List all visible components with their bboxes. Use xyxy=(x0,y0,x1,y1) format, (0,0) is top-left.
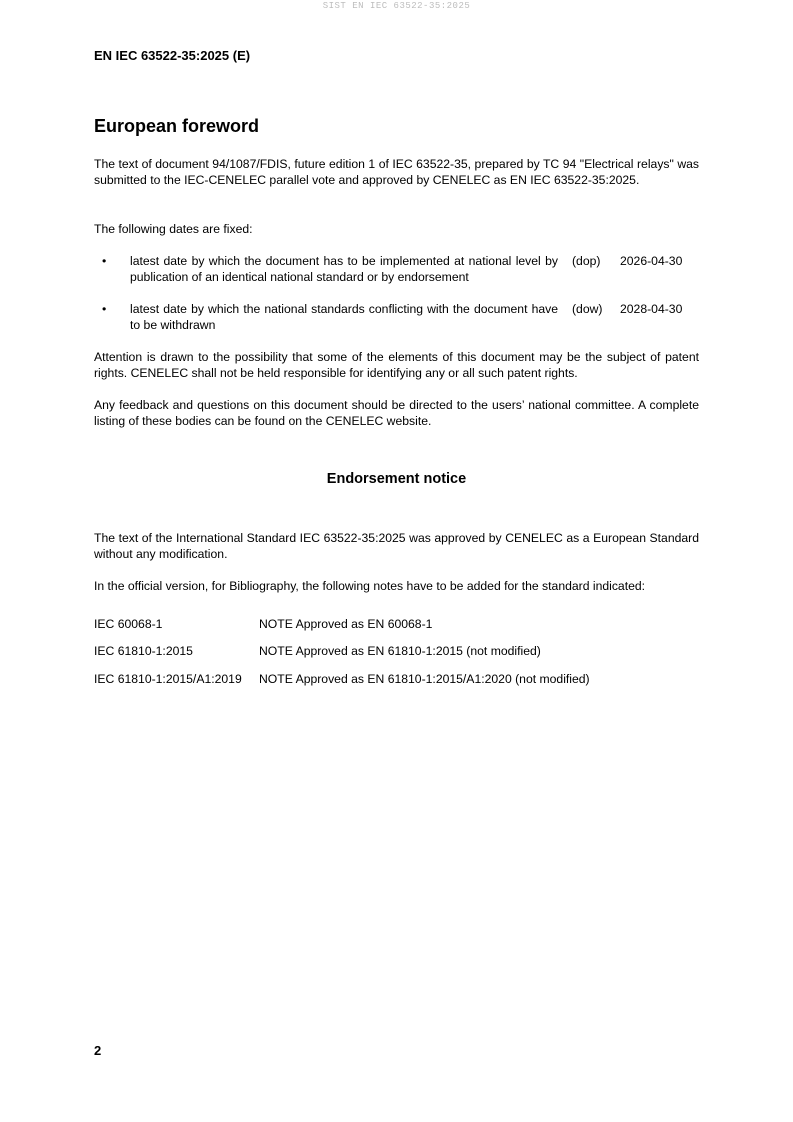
foreword-title: European foreword xyxy=(94,116,260,136)
dates-intro-paragraph: The following dates are fixed: xyxy=(94,222,253,236)
watermark: SIST EN IEC 63522-35:2025 xyxy=(322,1,471,11)
patent-paragraph: Attention is drawn to the possibility that some of the elements of this document may be the subject of patent rights. CENELEC shall not be held responsible for identifying any or all such patent rights. xyxy=(94,350,699,380)
date-item-date: 2028-04-30 xyxy=(620,302,683,316)
page-number: 2 xyxy=(94,1043,102,1058)
date-item-code: (dow) xyxy=(572,302,603,316)
feedback-paragraph: Any feedback and questions on this document should be directed to the users’ national committee. A complete listing of these bodies can be found on the CENELEC website. xyxy=(94,398,699,428)
note-standard-ref: IEC 61810-1:2015 xyxy=(94,644,193,658)
note-text: NOTE Approved as EN 61810-1:2015 (not modified) xyxy=(259,644,541,658)
bullet-icon: • xyxy=(102,302,107,316)
note-standard-ref: IEC 61810-1:2015/A1:2019 xyxy=(94,672,242,686)
date-item-text: latest date by which the national standards conflicting with the document have to be withdrawn xyxy=(130,302,558,332)
note-text: NOTE Approved as EN 60068-1 xyxy=(259,617,433,631)
date-item-code: (dop) xyxy=(572,254,601,268)
note-text: NOTE Approved as EN 61810-1:2015/A1:2020 (not modified) xyxy=(259,672,590,686)
bullet-icon: • xyxy=(102,254,107,268)
endorsement-approval-paragraph: The text of the International Standard IEC 63522-35:2025 was approved by CENELEC as a European Standard without any modification. xyxy=(94,531,699,561)
note-standard-ref: IEC 60068-1 xyxy=(94,617,163,631)
date-item-text: latest date by which the document has to be implemented at national level by publication of an identical national standard or by endorsement xyxy=(130,254,558,284)
foreword-intro-paragraph: The text of document 94/1087/FDIS, future edition 1 of IEC 63522-35, prepared by TC 94 "Electrical relays" was submitted to the IEC-CENELEC parallel vote and approved by CENELEC as EN IEC 63522-35:2025. xyxy=(94,157,699,187)
document-id-header: EN IEC 63522-35:2025 (E) xyxy=(94,48,251,63)
endorsement-title: Endorsement notice xyxy=(326,471,467,487)
bibliography-intro-paragraph: In the official version, for Bibliography, the following notes have to be added for the standard indicated: xyxy=(94,579,646,593)
date-item-date: 2026-04-30 xyxy=(620,254,683,268)
